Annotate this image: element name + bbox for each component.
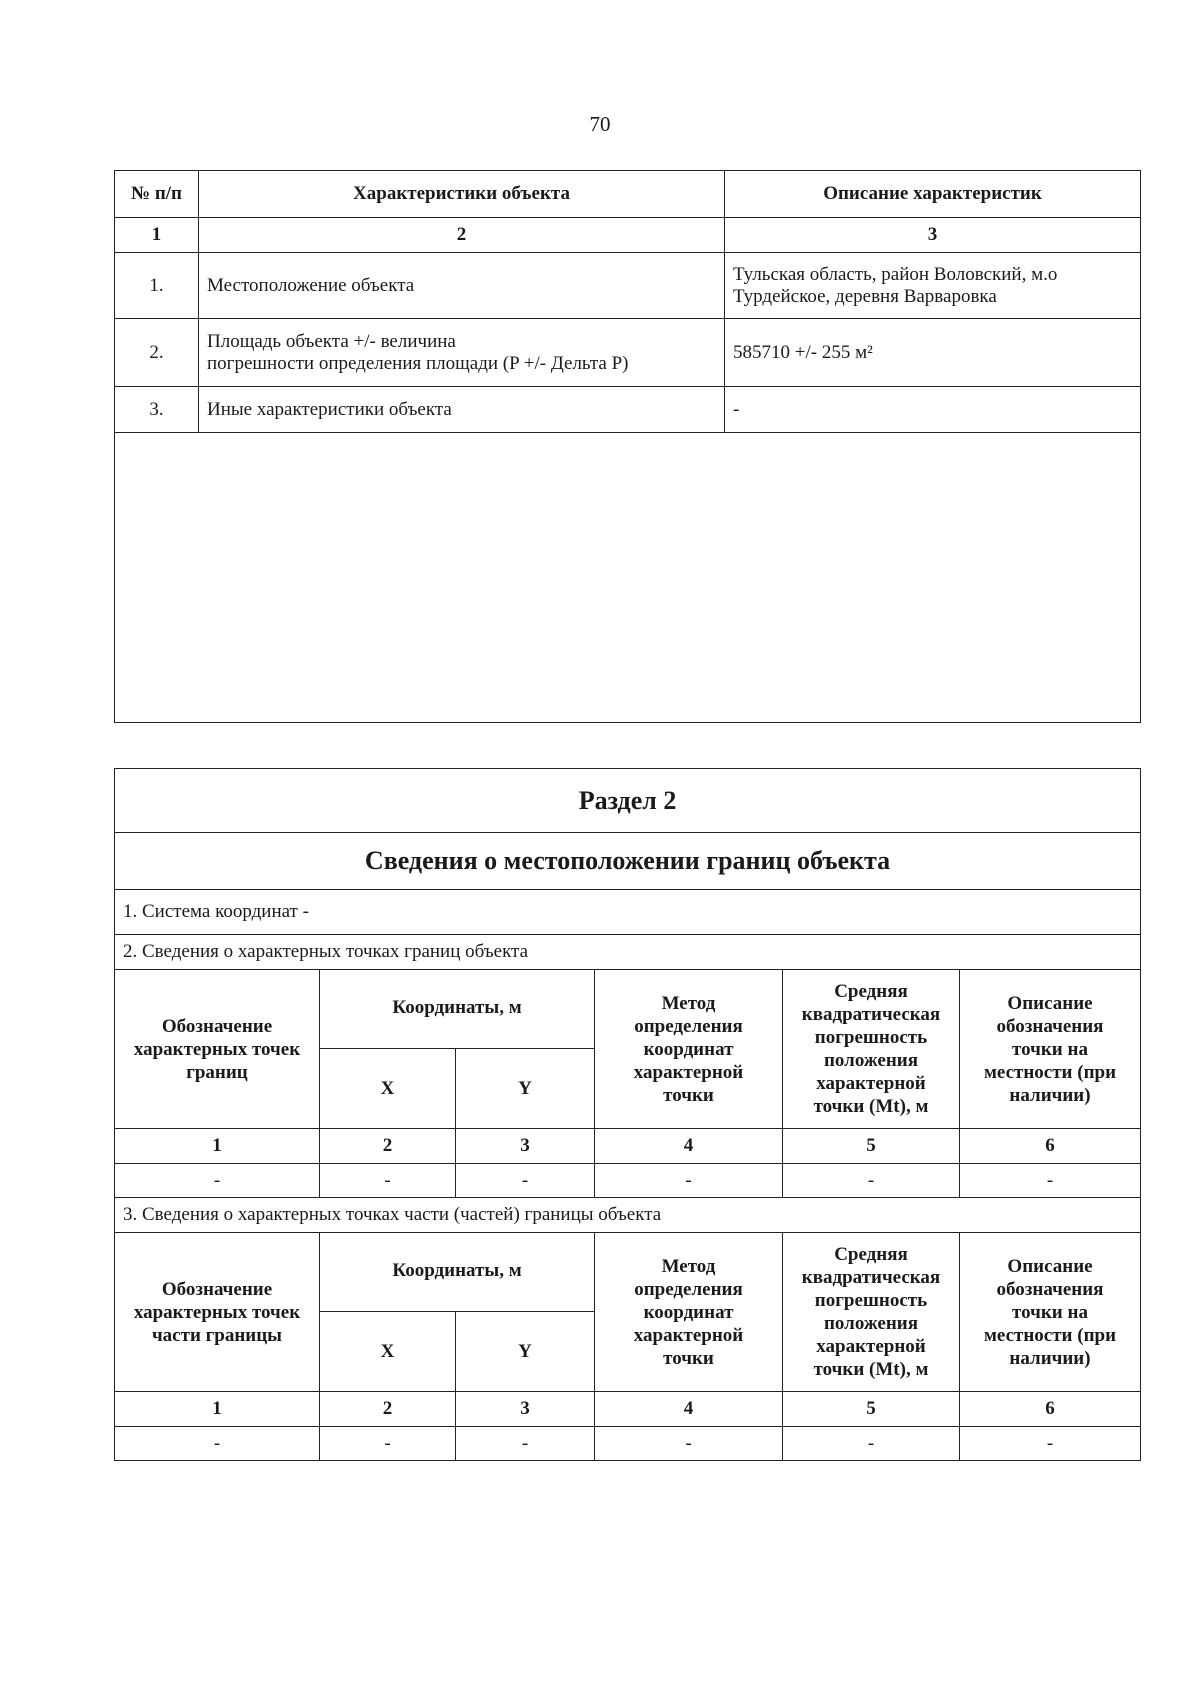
index-cell: 6 bbox=[960, 1129, 1141, 1164]
data-cell: - bbox=[783, 1164, 960, 1198]
index-cell: 5 bbox=[783, 1392, 960, 1427]
index-cell: 3 bbox=[725, 218, 1141, 253]
row-number: 3. bbox=[115, 387, 199, 433]
data-cell: - bbox=[783, 1427, 960, 1461]
data-cell: - bbox=[960, 1427, 1141, 1461]
index-row bbox=[115, 1129, 1141, 1164]
row-name: Иные характеристики объекта bbox=[199, 387, 725, 433]
row-description: - bbox=[725, 387, 1141, 433]
name-line: Площадь объекта +/- величина bbox=[207, 330, 456, 352]
header-coordinates: Координаты, м bbox=[320, 1233, 595, 1312]
header-coordinates: Координаты, м bbox=[320, 970, 595, 1049]
index-cell: 3 bbox=[456, 1392, 595, 1427]
data-cell: - bbox=[115, 1427, 320, 1461]
row-number: 1. bbox=[115, 253, 199, 319]
index-cell: 1 bbox=[115, 1129, 320, 1164]
data-cell: - bbox=[320, 1164, 456, 1198]
data-cell: - bbox=[456, 1427, 595, 1461]
index-cell: 2 bbox=[199, 218, 725, 253]
table-row bbox=[115, 1427, 1141, 1461]
object-characteristics-table bbox=[114, 170, 1141, 723]
coord-system-label: 1. Система координат - bbox=[115, 890, 1141, 935]
index-cell: 1 bbox=[115, 1392, 320, 1427]
index-cell: 4 bbox=[595, 1392, 783, 1427]
header-mean-error: Средняя квадратическая погрешность положения характерной точки (Mt), м bbox=[783, 970, 960, 1129]
description-line: Тульская область, район Воловский, м.о bbox=[733, 263, 1058, 285]
row-description: 585710 +/- 255 м² bbox=[725, 319, 1141, 387]
page-number: 70 bbox=[589, 112, 611, 136]
table-row bbox=[115, 1164, 1141, 1198]
index-cell: 4 bbox=[595, 1129, 783, 1164]
row-name bbox=[199, 319, 725, 387]
header-method: Метод определения координат характерной точки bbox=[595, 1233, 783, 1392]
index-cell: 1 bbox=[115, 218, 199, 253]
points-title: 2. Сведения о характерных точках границ объекта bbox=[115, 935, 1141, 970]
index-cell: 2 bbox=[320, 1392, 456, 1427]
index-row bbox=[115, 1392, 1141, 1427]
header-mean-error: Средняя квадратическая погрешность положения характерной точки (Mt), м bbox=[783, 1233, 960, 1392]
data-cell: - bbox=[320, 1427, 456, 1461]
data-cell: - bbox=[456, 1164, 595, 1198]
section2-table bbox=[114, 768, 1141, 1461]
index-cell: 5 bbox=[783, 1129, 960, 1164]
row-name: Местоположение объекта bbox=[199, 253, 725, 319]
table-row bbox=[115, 253, 1141, 319]
header-point-designation: Обозначение характерных точек границ bbox=[115, 970, 320, 1129]
index-cell: 6 bbox=[960, 1392, 1141, 1427]
row-description bbox=[725, 253, 1141, 319]
data-cell: - bbox=[960, 1164, 1141, 1198]
header-part-point-designation: Обозначение характерных точек части границы bbox=[115, 1233, 320, 1392]
header-x: X bbox=[320, 1312, 456, 1392]
table-row bbox=[115, 387, 1141, 433]
data-cell: - bbox=[595, 1164, 783, 1198]
section-subtitle: Сведения о местоположении границ объекта bbox=[115, 833, 1141, 890]
description-line: Турдейское, деревня Варваровка bbox=[733, 285, 997, 307]
header-x: X bbox=[320, 1049, 456, 1129]
header-description: Описание характеристик bbox=[725, 171, 1141, 218]
header-point-description: Описание обозначения точки на местности (при наличии) bbox=[960, 970, 1141, 1129]
data-cell: - bbox=[115, 1164, 320, 1198]
index-cell: 3 bbox=[456, 1129, 595, 1164]
row-number: 2. bbox=[115, 319, 199, 387]
empty-area bbox=[115, 433, 1141, 723]
header-num: № п/п bbox=[115, 171, 199, 218]
header-point-description: Описание обозначения точки на местности (при наличии) bbox=[960, 1233, 1141, 1392]
index-cell: 2 bbox=[320, 1129, 456, 1164]
header-method: Метод определения координат характерной точки bbox=[595, 970, 783, 1129]
table-row bbox=[115, 319, 1141, 387]
header-characteristics: Характеристики объекта bbox=[199, 171, 725, 218]
header-y: Y bbox=[456, 1312, 595, 1392]
section-title: Раздел 2 bbox=[115, 769, 1141, 833]
data-cell: - bbox=[595, 1427, 783, 1461]
header-y: Y bbox=[456, 1049, 595, 1129]
name-line: погрешности определения площади (P +/- Дельта P) bbox=[207, 352, 629, 374]
parts-title: 3. Сведения о характерных точках части (частей) границы объекта bbox=[115, 1198, 1141, 1233]
